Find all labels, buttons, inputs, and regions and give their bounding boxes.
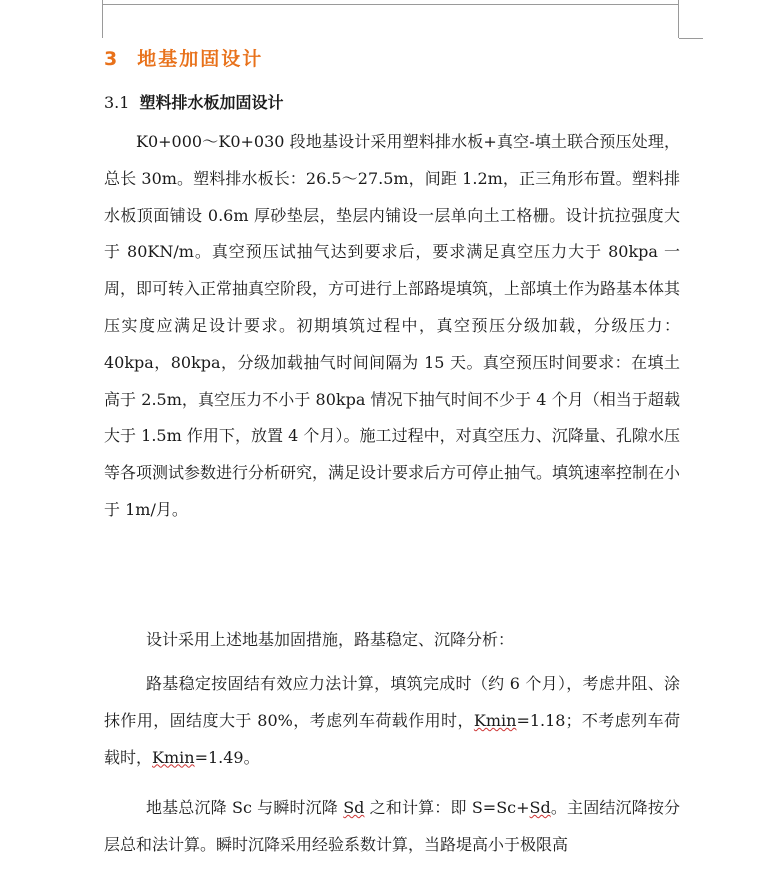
section-title: 地基加固设计 <box>137 48 264 70</box>
top-right-corner-mark <box>678 0 679 38</box>
subsection-heading <box>104 90 283 113</box>
paragraph-3-text-b: =1.18；不考虑列车荷载时， <box>104 710 680 767</box>
paragraph-2 <box>104 622 680 659</box>
paragraph-4 <box>104 790 680 864</box>
subsection-title: 塑料排水板加固设计 <box>139 93 284 112</box>
subsection-number: 3.1 <box>104 93 130 112</box>
sd-term-2: Sd <box>529 798 551 817</box>
paragraph-4-text-a: 地基总沉降 Sc 与瞬时沉降 <box>146 798 344 817</box>
top-left-corner-mark-h <box>102 4 678 5</box>
sd-term-1: Sd <box>343 798 365 817</box>
paragraph-3-text-a: 路基稳定按固结有效应力法计算，填筑完成时（约 6 个月），考虑井阻、涂抹作用，固结度大于 80%，考虑列车荷载作用时， <box>104 674 680 730</box>
paragraph-2-text: 设计采用上述地基加固措施，路基稳定、沉降分析： <box>146 630 515 649</box>
kmin-term-2: Kmin <box>152 747 195 767</box>
paragraph-1 <box>104 124 680 529</box>
section-number: 3 <box>104 48 120 70</box>
paragraph-4-text-b: 之和计算：即 S=Sc+ <box>364 798 530 817</box>
kmin-term-1: Kmin <box>473 710 517 730</box>
paragraph-1-text: K0+000～K0+030 段地基设计采用塑料排水板+真空-填土联合预压处理，总长 30m。塑料排水板长：26.5～27.5m，间距 1.2m，正三角形布置。塑料排水板顶面铺设 0.6m 厚砂垫层，垫层内铺设一层单向土工格栅。设计抗拉强度大于 80KN/m。真空预压试抽气达到要求后，要求满足真空压力大于 80kpa 一周，即可转入正常抽真空阶段，方可进行上部路堤填筑，上部填土作为路基本体其压实度应满足设计要求。初期填筑过程中，真空预压分级加载，分级压力：40kpa，80kpa，分级加载抽气时间间隔为 15 天。真空预压时间要求：在填土高于 2.5m，真空压力不小于 80kpa 情况下抽气时间不少于 4 个月（相当于超载大于 1.5m 作用下，放置 4 个月）。施工过程中，对真空压力、沉降量、孔隙水压等各项测试参数进行分析研究，满足设计要求后方可停止抽气。填筑速率控制在小于 1m/月。 <box>104 132 681 519</box>
paragraph-4-text-c: 。主固结沉降按分层总和法计算。瞬时沉降采用经验系数计算，当路堤高小于极限高 <box>104 798 680 854</box>
section-heading <box>104 44 263 71</box>
paragraph-3 <box>104 666 680 776</box>
paragraph-3-text-c: =1.49。 <box>194 747 260 767</box>
top-right-corner-mark-h <box>679 38 703 39</box>
top-left-corner-mark <box>102 0 103 38</box>
